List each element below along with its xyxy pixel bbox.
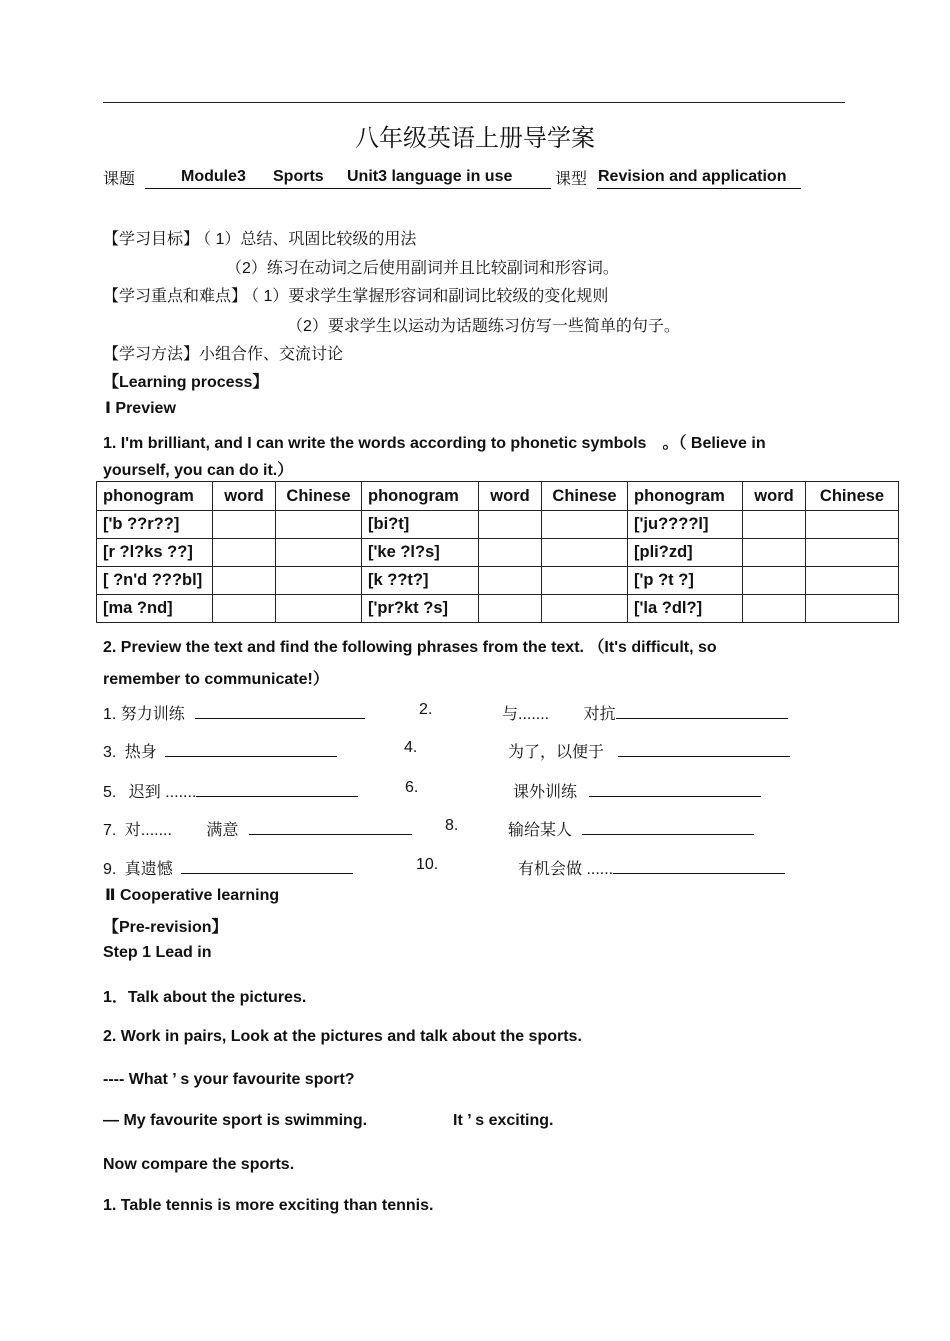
phonogram-cell: ['ju????l]: [628, 511, 743, 539]
phrase-item-5: [103, 779, 358, 802]
chinese-cell[interactable]: [806, 539, 899, 567]
goal-line-1: [103, 226, 416, 249]
word-cell[interactable]: [213, 511, 276, 539]
word-cell[interactable]: [213, 567, 276, 595]
compare-prompt: Now compare the sports.: [103, 1156, 295, 1173]
phrase-item-9: [103, 856, 353, 879]
table-row: [97, 539, 899, 567]
phrase-num-6: 6.: [405, 779, 419, 796]
topic-field: [145, 167, 551, 189]
phrase-num-4: 4.: [404, 739, 418, 756]
goal-2-num: （2）: [226, 260, 267, 277]
phrase-item-6: [513, 779, 761, 802]
word-cell[interactable]: [213, 539, 276, 567]
chinese-cell[interactable]: [276, 539, 362, 567]
chinese-cell[interactable]: [806, 595, 899, 623]
phonogram-cell: [pli?zd]: [628, 539, 743, 567]
method: 小组合作、交流讨论: [199, 346, 344, 363]
goal-1: 总结、巩固比较级的用法: [240, 231, 417, 248]
answer-blank[interactable]: [616, 704, 788, 719]
header-cell: phonogram: [362, 482, 479, 511]
step-1-heading: Step 1 Lead in: [103, 944, 212, 961]
type-value: Revision and application: [598, 168, 787, 185]
phonogram-table: [96, 481, 899, 623]
header-cell: Chinese: [542, 482, 628, 511]
phrase-text: 为了，以便于: [508, 744, 605, 761]
goal-2: 练习在动词之后使用副词并且比较副词和形容词。: [266, 260, 619, 277]
word-cell[interactable]: [479, 511, 542, 539]
answer-blank[interactable]: [196, 782, 358, 797]
answer-blank[interactable]: [195, 704, 365, 719]
word-cell[interactable]: [743, 567, 806, 595]
chinese-cell[interactable]: [276, 511, 362, 539]
topic-label: 课题: [103, 171, 136, 188]
word-cell[interactable]: [743, 539, 806, 567]
answer-blank[interactable]: [589, 782, 761, 797]
chinese-cell[interactable]: [806, 511, 899, 539]
phonogram-cell: ['pr?kt ?s]: [362, 595, 479, 623]
phonogram-cell: [k ??t?]: [362, 567, 479, 595]
type-label: 课型: [555, 171, 588, 188]
phrase-text: 真遗憾: [124, 861, 173, 878]
header-cell: word: [479, 482, 542, 511]
goal-label: 【学习目标】: [103, 231, 200, 248]
word-cell[interactable]: [479, 595, 542, 623]
phonogram-cell: ['b ??r??]: [97, 511, 213, 539]
step-1-item-2: 2. Work in pairs, Look at the pictures and talk about the sports.: [103, 1028, 582, 1045]
question-1-line-2: yourself, you can do it.）: [103, 462, 294, 479]
phrase-item-2: [502, 701, 788, 724]
method-line: [103, 341, 343, 364]
phonogram-cell: ['la ?dl?]: [628, 595, 743, 623]
key-2: 要求学生以运动为话题练习仿写一些简单的句子。: [327, 318, 680, 335]
cooperative-heading: Ⅱ Cooperative learning: [105, 887, 280, 904]
word-cell[interactable]: [479, 567, 542, 595]
phrase-text: 热身: [124, 744, 157, 761]
pre-revision-heading: 【Pre-revision】: [103, 919, 228, 936]
key-label: 【学习重点和难点】: [103, 288, 248, 305]
preview-heading: Ⅰ Preview: [105, 400, 176, 417]
word-cell[interactable]: [213, 595, 276, 623]
phonogram-cell: [bi?t]: [362, 511, 479, 539]
phrase-item-3: [103, 739, 337, 762]
phrase-num-10: 10.: [416, 856, 439, 873]
phrase-item-8: [508, 817, 754, 840]
header-cell: phonogram: [97, 482, 213, 511]
word-cell[interactable]: [479, 539, 542, 567]
phrase-num: 5.: [103, 784, 117, 801]
compare-example-1: 1. Table tennis is more exciting than tennis.: [103, 1197, 434, 1214]
dialog-answer: — My favourite sport is swimming.: [103, 1112, 368, 1129]
phrase-item-1: [103, 701, 365, 724]
phrase-text: 课外训练: [513, 784, 578, 801]
answer-blank[interactable]: [249, 820, 412, 835]
phrase-text-2: 对抗: [583, 706, 616, 723]
answer-blank[interactable]: [181, 859, 353, 874]
dialog-answer-2: It ’ s exciting.: [453, 1112, 554, 1129]
header-cell: phonogram: [628, 482, 743, 511]
table-row: [97, 595, 899, 623]
answer-blank[interactable]: [613, 859, 785, 874]
step-1-item-1: 1．Talk about the pictures.: [103, 989, 307, 1006]
answer-blank[interactable]: [582, 820, 754, 835]
key-line-1: [103, 283, 608, 306]
header-cell: word: [743, 482, 806, 511]
phrase-num-8: 8.: [445, 817, 459, 834]
word-cell[interactable]: [743, 595, 806, 623]
page-title: 八年级英语上册导学案: [355, 125, 595, 152]
table-row: [97, 511, 899, 539]
chinese-cell[interactable]: [806, 567, 899, 595]
answer-blank[interactable]: [165, 742, 337, 757]
question-1-line-1: 1. I'm brilliant, and I can write the words according to phonetic symbols 。（ Believe in: [103, 435, 766, 452]
chinese-cell[interactable]: [542, 567, 628, 595]
phrase-num: 7.: [103, 822, 117, 839]
phrase-text: 努力训练: [120, 706, 185, 723]
topic-sports: Sports: [273, 168, 324, 185]
chinese-cell[interactable]: [542, 539, 628, 567]
phonogram-cell: ['p ?t ?]: [628, 567, 743, 595]
phonogram-cell: [ma ?nd]: [97, 595, 213, 623]
phonogram-cell: [ ?n'd ???bl]: [97, 567, 213, 595]
phrase-text: 迟到 .......: [128, 784, 197, 801]
chinese-cell[interactable]: [542, 511, 628, 539]
phrase-item-4: [508, 739, 790, 762]
phrase-text: 与.......: [502, 706, 550, 723]
top-rule: [103, 102, 845, 103]
key-line-2: [287, 313, 680, 336]
phonogram-cell: [r ?l?ks ??]: [97, 539, 213, 567]
key-2-num: （2）: [287, 318, 328, 335]
type-field: [597, 167, 801, 189]
phrase-item-10: [518, 856, 785, 879]
topic-module: Module3: [181, 168, 246, 185]
method-label: 【学习方法】: [103, 346, 200, 363]
phrase-num: 3.: [103, 744, 117, 761]
dialog-question: ---- What ’ s your favourite sport?: [103, 1071, 355, 1088]
key-1-num: （ 1）: [251, 288, 289, 305]
phrase-num: 9.: [103, 861, 117, 878]
chinese-cell[interactable]: [276, 567, 362, 595]
phrase-num-2: 2.: [419, 701, 433, 718]
goal-1-num: （ 1）: [203, 231, 241, 248]
learning-process-heading: 【Learning process】: [103, 374, 269, 391]
header-cell: word: [213, 482, 276, 511]
phrase-item-7: [103, 817, 412, 840]
chinese-cell[interactable]: [542, 595, 628, 623]
answer-blank[interactable]: [618, 742, 790, 757]
table-row: [97, 567, 899, 595]
table-header-row: [97, 482, 899, 511]
phrase-text: 输给某人: [508, 822, 573, 839]
chinese-cell[interactable]: [276, 595, 362, 623]
question-2-line-1: 2. Preview the text and find the following phrases from the text. （It's difficult, so: [103, 639, 717, 656]
phonogram-cell: ['ke ?l?s]: [362, 539, 479, 567]
phrase-text-2: 满意: [206, 822, 239, 839]
question-2-line-2: remember to communicate!）: [103, 671, 329, 688]
word-cell[interactable]: [743, 511, 806, 539]
topic-unit: Unit3 language in use: [347, 168, 513, 185]
phrase-text: 有机会做 ......: [518, 861, 614, 878]
header-cell: Chinese: [806, 482, 899, 511]
key-1: 要求学生掌握形容词和副词比较级的变化规则: [288, 288, 609, 305]
phrase-num: 1.: [103, 706, 117, 723]
header-cell: Chinese: [276, 482, 362, 511]
goal-line-2: [226, 255, 619, 278]
phrase-text: 对.......: [124, 822, 172, 839]
